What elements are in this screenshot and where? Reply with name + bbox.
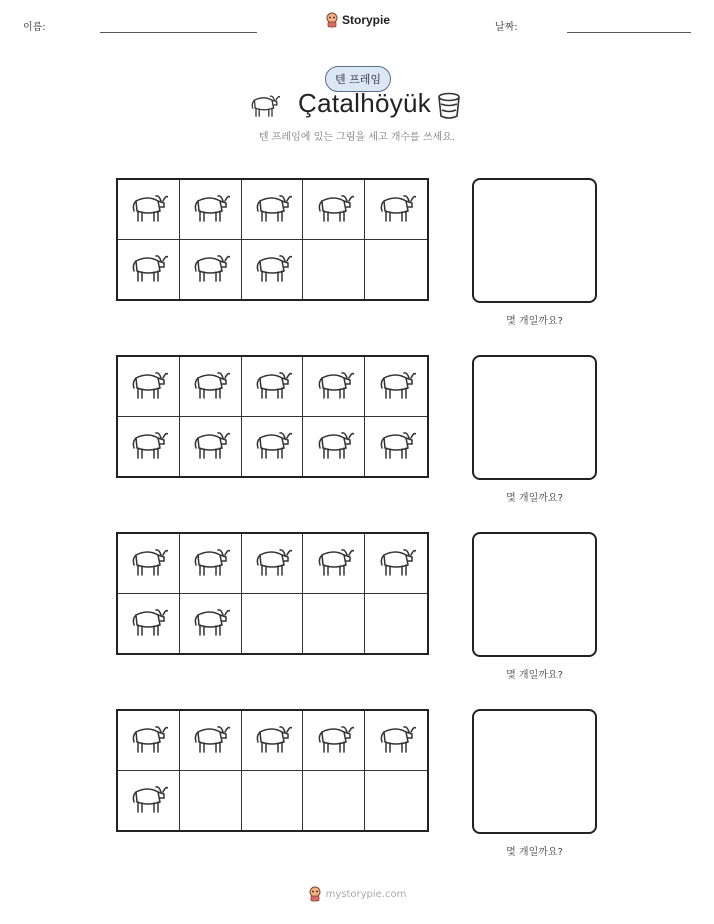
footer [0,886,714,902]
footer-url: mystorypie.com [325,888,407,900]
frame-cell [303,240,365,300]
frame-cell [118,594,180,654]
bull-icon [252,426,292,466]
bull-icon [190,603,230,643]
frame-cell [242,357,304,417]
frame-cell [242,594,304,654]
frame-cell [365,771,427,831]
bull-icon [314,543,354,583]
bull-icon [190,543,230,583]
frame-cell [365,711,427,771]
frame-cell [118,417,180,477]
frame-cell [242,771,304,831]
frame-cell [365,594,427,654]
bucket-icon [436,92,462,120]
frame-cell [118,711,180,771]
frame-cell [242,240,304,300]
bull-icon [128,426,168,466]
bull-icon [376,426,416,466]
date-label: 날짜: [495,22,518,33]
frame-cell [303,771,365,831]
date-field[interactable] [567,32,691,33]
frame-cell [180,180,242,240]
frame-cell [365,417,427,477]
ten-frame [116,355,429,478]
bull-icon [128,366,168,406]
question-label: 몇 개일까요? [506,316,563,327]
question-label: 몇 개일까요? [506,493,563,504]
frame-cell [118,534,180,594]
bull-icon [128,780,168,820]
bull-icon [376,720,416,760]
storypie-logo-icon [325,12,339,28]
ten-frame [116,178,429,301]
brand-name: Storypie [342,13,391,27]
frame-cell [303,594,365,654]
bull-icon [314,720,354,760]
bull-icon [376,543,416,583]
frame-cell [303,357,365,417]
frame-cell [303,417,365,477]
frame-cell [242,417,304,477]
bull-icon [376,366,416,406]
bull-icon [190,426,230,466]
storypie-logo-icon [308,886,322,902]
question-label: 몇 개일까요? [506,847,563,858]
frame-cell [242,180,304,240]
bull-icon [128,189,168,229]
frame-cell [180,417,242,477]
bull-icon [314,426,354,466]
frame-cell [180,534,242,594]
bull-icon [190,249,230,289]
worksheet-type-badge: 텐 프레임 [325,66,391,92]
brand-logo [325,12,390,28]
ten-frame [116,532,429,655]
bull-icon [252,189,292,229]
bull-icon [252,249,292,289]
instruction-text: 텐 프레임에 있는 그림을 세고 개수를 쓰세요. [258,132,456,143]
bull-icon [314,366,354,406]
name-field[interactable] [100,32,257,33]
question-label: 몇 개일까요? [506,670,563,681]
answer-box[interactable] [472,355,597,480]
frame-cell [118,771,180,831]
frame-cell [365,240,427,300]
frame-cell [180,771,242,831]
answer-box[interactable] [472,532,597,657]
frame-cell [180,594,242,654]
bull-icon [128,249,168,289]
bull-icon [190,366,230,406]
frame-cell [303,534,365,594]
ten-frame [116,709,429,832]
frame-cell [180,357,242,417]
frame-cell [118,180,180,240]
bull-icon [190,720,230,760]
frame-cell [365,180,427,240]
worksheet-title: Çatalhöyük [298,88,432,118]
bull-icon [252,366,292,406]
bull-icon [128,603,168,643]
answer-box[interactable] [472,178,597,303]
bull-icon [314,189,354,229]
name-label: 이름: [23,22,46,33]
frame-cell [365,357,427,417]
frame-cell [118,357,180,417]
bull-icon [128,543,168,583]
bull-icon [252,720,292,760]
answer-box[interactable] [472,709,597,834]
frame-cell [180,711,242,771]
frame-cell [118,240,180,300]
bull-icon [248,90,280,120]
frame-cell [303,711,365,771]
bull-icon [376,189,416,229]
frame-cell [303,180,365,240]
bull-icon [252,543,292,583]
frame-cell [180,240,242,300]
frame-cell [242,534,304,594]
bull-icon [190,189,230,229]
frame-cell [365,534,427,594]
frame-cell [242,711,304,771]
bull-icon [128,720,168,760]
